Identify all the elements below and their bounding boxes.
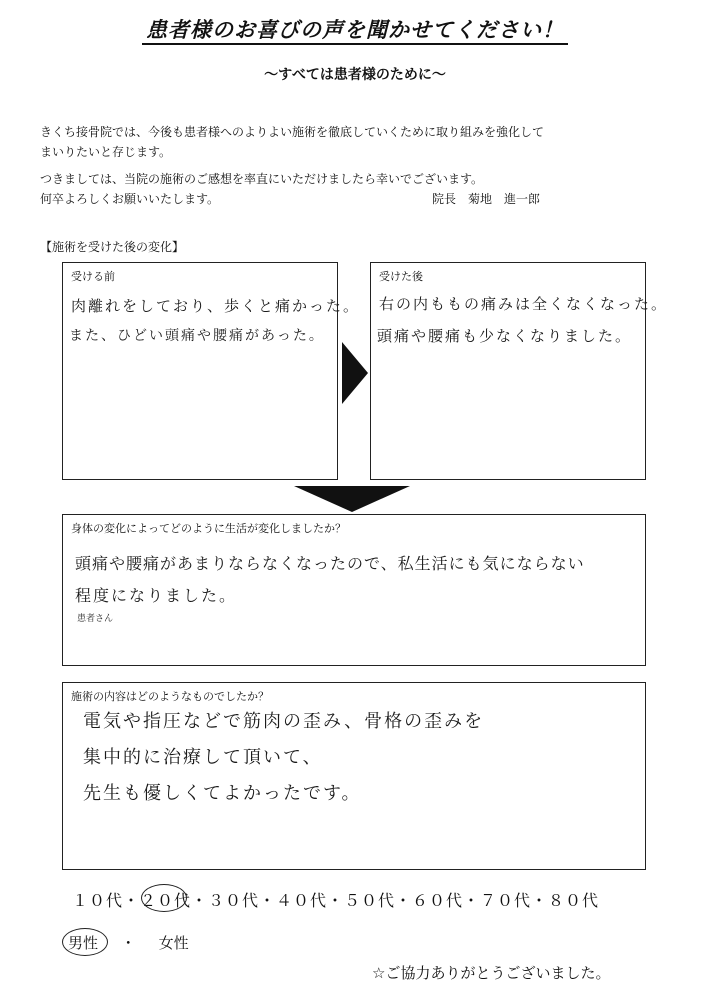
director-signature: 院長 菊地 進一郎 bbox=[432, 192, 541, 206]
after-box bbox=[370, 262, 669, 480]
age-options: １０代・２０代・３０代・４０代・５０代・６０代・７０代・８０代 bbox=[72, 891, 600, 910]
treatment-answer-line: 先生も優しくてよかったです。 bbox=[83, 783, 362, 804]
before-box bbox=[62, 262, 361, 480]
life-change-answer-line: 頭痛や腰痛があまりならなくなったので、私生活にも気にならない bbox=[75, 554, 585, 573]
page-title bbox=[0, 14, 710, 44]
intro-line: きくち接骨院では、今後も患者様へのよりよい施術を徹底していくために取り組みを強化して bbox=[40, 125, 545, 139]
before-answer-line: また、ひどい頭痛や腰痛があった。 bbox=[69, 328, 325, 344]
treatment-answer-line: 集中的に治療して頂いて、 bbox=[83, 747, 323, 768]
section-label: 【施術を受けた後の変化】 bbox=[40, 240, 185, 254]
treatment-box bbox=[62, 682, 646, 870]
after-answer-line: 頭痛や腰痛も少なくなりました。 bbox=[377, 327, 633, 345]
intro-line: つきましては、当院の施術のご感想を率直にいただけましたら幸いでございます。 bbox=[40, 172, 484, 186]
treatment-answer-line: 電気や指圧などで筋肉の歪み、骨格の歪みを bbox=[83, 711, 485, 732]
page-subtitle: ～すべては患者様のために～ bbox=[264, 67, 446, 83]
gender-female: 女性 bbox=[158, 934, 189, 952]
life-change-answer-line: 程度になりました。 bbox=[75, 586, 238, 605]
life-change-label: 身体の変化によってどのように生活が変化しましたか？ bbox=[71, 522, 346, 535]
gender-selected-circle bbox=[62, 928, 108, 956]
before-answer-line: 肉離れをしており、歩くと痛かった。 bbox=[71, 297, 361, 315]
arrow-right-icon bbox=[340, 340, 370, 406]
age-selected-circle bbox=[141, 884, 187, 912]
life-change-box bbox=[62, 514, 646, 666]
after-label: 受けた後 bbox=[379, 270, 423, 283]
thanks-message: ☆ご協力ありがとうございました。 bbox=[372, 964, 611, 982]
after-answer-line: 右の内ももの痛みは全くなくなった。 bbox=[379, 295, 669, 313]
before-label: 受ける前 bbox=[71, 270, 115, 283]
gender-separator: ・ bbox=[120, 934, 136, 952]
intro-line: 何卒よろしくお願いいたします。 bbox=[40, 192, 220, 206]
treatment-label: 施術の内容はどのようなものでしたか？ bbox=[71, 690, 269, 703]
arrow-down-icon bbox=[292, 484, 412, 514]
intro-line: まいりたいと存じます。 bbox=[40, 145, 172, 159]
gender-male: 男性 bbox=[68, 934, 99, 952]
page-title-text: 患者様のお喜びの声を聞かせてください！ bbox=[142, 18, 568, 45]
life-change-note: 患者さん bbox=[77, 614, 114, 624]
